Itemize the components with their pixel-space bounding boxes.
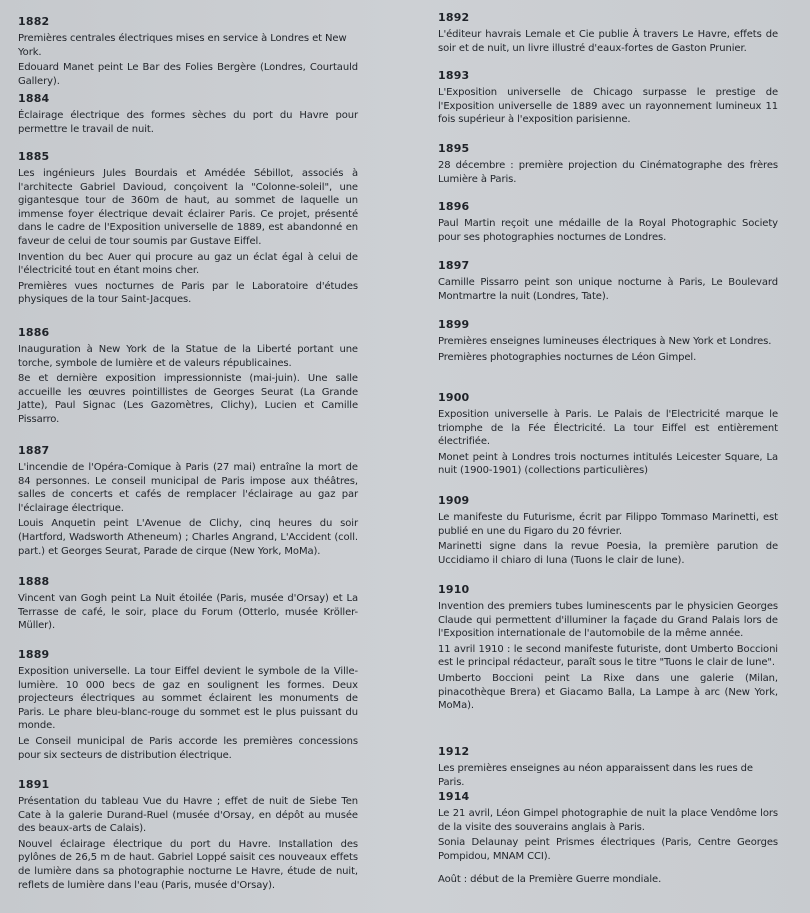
entry-1900 (438, 391, 778, 480)
entry-paragraph: Nouvel éclairage électrique du port du Havre. Installation des pylônes de 26,5 m de haut. Gabriel Loppé saisit ces nouveaux effets de lumière dans sa photographie nocturne Le Havre, étude de nuit, reflets de lumière dans l'eau (Paris, musée d'Orsay). (18, 838, 358, 891)
year-heading: 1892 (438, 11, 470, 24)
entry-paragraph: Exposition universelle. La tour Eiffel devient le symbole de la Ville-lumière. 10 000 becs de gaz en soulignent les formes. Deux projecteurs électriques au sommet éclairent les monuments de Paris. Le phare bleu-blanc-rouge du sommet est le plus puissant du monde. (18, 666, 358, 732)
entry-1882 (18, 15, 358, 90)
year-heading: 1887 (18, 444, 50, 457)
year-heading: 1909 (438, 494, 470, 507)
entry-paragraph: Camille Pissarro peint son unique nocturne à Paris, Le Boulevard Montmartre la nuit (Londres, Tate). (438, 277, 778, 302)
entry-paragraph: Les ingénieurs Jules Bourdais et Amédée Sébillot, associés à l'architecte Gabriel Davioud, conçoivent la "Colonne-soleil", une gigantesque tour de 360m de haut, au sommet de laquelle un immense foyer électrique devait éclairer Paris. Ce projet, présenté dans le cadre de l'Exposition universelle de 1889, est abandonné en faveur de celui de tour soumis par Gustave Eiffel. (18, 168, 358, 247)
entry-1884 (18, 92, 358, 138)
year-heading: 1884 (18, 92, 50, 105)
year-heading: 1882 (18, 15, 50, 28)
entry-paragraph: Le manifeste du Futurisme, écrit par Filippo Tommaso Marinetti, est publié en une du Figaro du 20 février. (438, 512, 778, 537)
entry-paragraph: Inauguration à New York de la Statue de la Liberté portant une torche, symbole de lumière et de valeurs républicaines. (18, 344, 358, 369)
entry-1889 (18, 648, 358, 764)
entry-1887 (18, 444, 358, 560)
entry-1897 (438, 259, 778, 305)
year-heading: 1912 (438, 745, 470, 758)
entry-paragraph: Août : début de la Première Guerre mondiale. (438, 874, 662, 886)
year-heading: 1900 (438, 391, 470, 404)
entry-1893 (438, 69, 778, 129)
entry-paragraph: L'éditeur havrais Lemale et Cie publie À travers Le Havre, effets de soir et de nuit, un livre illustré d'eaux-fortes de Gaston Prunier. (438, 29, 778, 54)
year-heading: 1891 (18, 778, 50, 791)
entry-paragraph: Monet peint à Londres trois nocturnes intitulés Leicester Square, La nuit (1900-1901) (collections particulières) (438, 451, 778, 477)
entry-1912 (438, 745, 778, 791)
entry-1885 (18, 150, 358, 309)
entry-1910 (438, 583, 778, 715)
entry-paragraph: 11 avril 1910 : le second manifeste futuriste, dont Umberto Boccioni est le principal rédacteur, paraît sous le titre "Tuons le clair de lune". (438, 643, 778, 669)
entry-paragraph: Invention des premiers tubes luminescents par le physicien Georges Claude qui permettent d'illuminer la façade du Grand Palais lors de l'Exposition internationale de l'automobile de la même année. (438, 601, 778, 640)
entry-1896 (438, 200, 778, 246)
year-heading: 1895 (438, 142, 470, 155)
entry-1899 (438, 318, 778, 366)
entry-paragraph: Premières enseignes lumineuses électriques à New York et Londres. (438, 336, 772, 347)
entry-paragraph: Les premières enseignes au néon apparaissent dans les rues de Paris. (438, 763, 753, 788)
entry-paragraph: Premières vues nocturnes de Paris par le Laboratoire d'études physiques de la tour Saint-Jacques. (18, 280, 358, 306)
entry-paragraph: Éclairage électrique des formes sèches du port du Havre pour permettre le travail de nuit. (18, 110, 358, 135)
entry-paragraph: L'Exposition universelle de Chicago surpasse le prestige de l'Exposition universelle de 1889 avec un rayonnement lumineux 11 fois supérieur à l'exposition parisienne. (438, 87, 778, 126)
entry-1892 (438, 11, 778, 57)
entry-paragraph: Premières centrales électriques mises en service à Londres et New York. (18, 33, 347, 58)
entry-paragraph: Edouard Manet peint Le Bar des Folies Bergère (Londres, Courtauld Gallery). (18, 62, 358, 87)
entry-paragraph: Premières photographies nocturnes de Léon Gimpel. (438, 351, 697, 363)
year-heading: 1888 (18, 575, 50, 588)
year-heading: 1885 (18, 150, 50, 163)
entry-paragraph: Sonia Delaunay peint Prismes électriques (Paris, Centre Georges Pompidou, MNAM CCI). (438, 837, 778, 862)
entry-1891 (18, 778, 358, 894)
year-heading: 1899 (438, 318, 470, 331)
entry-paragraph: Le Conseil municipal de Paris accorde les premières concessions pour six secteurs de distribution électrique. (18, 735, 358, 761)
entry-1909 (438, 494, 778, 569)
entry-1888 (18, 575, 358, 635)
entry-paragraph: Paul Martin reçoit une médaille de la Royal Photographic Society pour ses photographies nocturnes de Londres. (438, 218, 778, 243)
entry-paragraph: 8e et dernière exposition impressionniste (mai-juin). Une salle accueille les œuvres pointillistes de Georges Seurat (La Grande Jatte), Paul Signac (Les Gazomètres, Clichy), Lucien et Camille Pissarro. (18, 373, 358, 425)
entry-paragraph: Le 21 avril, Léon Gimpel photographie de nuit la place Vendôme lors de la visite des souverains anglais à Paris. (438, 808, 778, 833)
entry-1895 (438, 142, 778, 188)
entry-paragraph: Louis Anquetin peint L'Avenue de Clichy, cinq heures du soir (Hartford, Wadsworth Atheneum) ; Charles Angrand, L'Accident (coll. part.) et Georges Seurat, Parade de cirque (New York, MoMa). (18, 518, 358, 557)
entry-paragraph: 28 décembre : première projection du Cinématographe des frères Lumière à Paris. (438, 160, 778, 185)
entry-paragraph: Invention du bec Auer qui procure au gaz un éclat égal à celui de l'électricité tout en étant moins cher. (18, 251, 358, 277)
year-heading: 1910 (438, 583, 470, 596)
year-heading: 1893 (438, 69, 470, 82)
entry-1886 (18, 326, 358, 429)
year-heading: 1914 (438, 790, 470, 803)
entry-paragraph: Umberto Boccioni peint La Rixe dans une galerie (Milan, pinacothèque Brera) et Giacamo Balla, La Lampe à arc (New York, MoMa). (438, 672, 778, 712)
entry-paragraph: L'incendie de l'Opéra-Comique à Paris (27 mai) entraîne la mort de 84 personnes. Le conseil municipal de Paris impose aux théâtres, salles de concerts et cafés de remplacer l'éclairage au gaz par l'éclairage électrique. (18, 462, 358, 514)
year-heading: 1896 (438, 200, 470, 213)
entry-paragraph: Présentation du tableau Vue du Havre ; effet de nuit de Siebe Ten Cate à la galerie Durand-Ruel (musée d'Orsay, en dépôt au musée des beaux-arts de Calais). (18, 796, 358, 835)
year-heading: 1886 (18, 326, 50, 339)
entry-paragraph: Vincent van Gogh peint La Nuit étoilée (Paris, musée d'Orsay) et La Terrasse de café, le soir, place du Forum (Otterlo, musée Kröller-Müller). (18, 593, 358, 632)
entry-paragraph: Marinetti signe dans la revue Poesia, la première parution de Uccidiamo il chiaro di luna (Tuons le clair de lune). (438, 541, 778, 566)
entry-1914 (438, 790, 778, 889)
entry-paragraph: Exposition universelle à Paris. Le Palais de l'Electricité marque le triomphe de la Fée Électricité. La tour Eiffel est entièrement électrifiée. (438, 409, 778, 448)
year-heading: 1889 (18, 648, 50, 661)
year-heading: 1897 (438, 259, 470, 272)
